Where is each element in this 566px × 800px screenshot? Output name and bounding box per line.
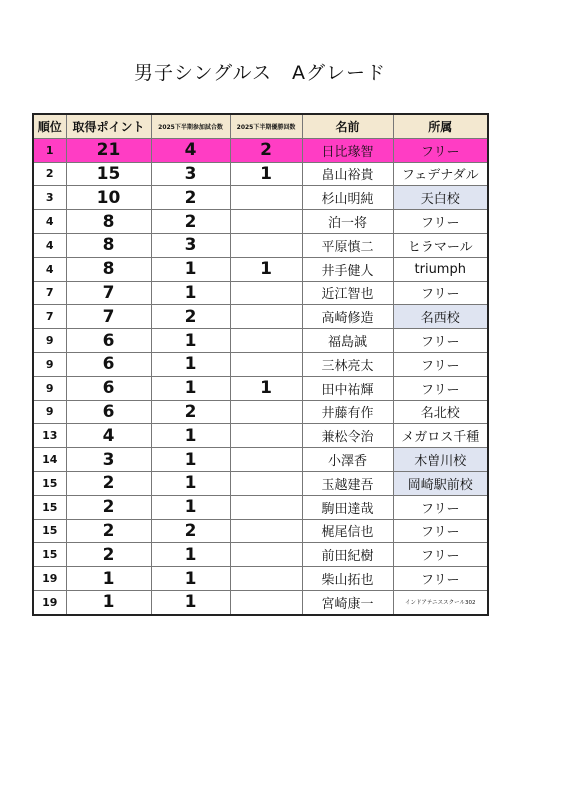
table-row [33,567,488,591]
points-cell: 6 [66,329,151,353]
name-cell: 杉山明純 [302,186,393,210]
header-affiliation: 所属 [393,114,488,138]
name-cell: 三林亮太 [302,352,393,376]
rank-cell: 4 [33,257,66,281]
games-cell: 1 [151,329,230,353]
wins-cell: 1 [230,257,302,281]
points-cell: 1 [66,590,151,614]
table-row [33,376,488,400]
wins-cell [230,305,302,329]
header-games: 2025下半期参加試合数 [151,114,230,138]
table-row [33,400,488,424]
header-rank: 順位 [33,114,66,138]
table-row [33,424,488,448]
points-cell: 8 [66,257,151,281]
affiliation-cell: 名北校 [393,400,488,424]
ranking-body [33,138,488,614]
name-cell: 柴山拓也 [302,567,393,591]
rank-cell: 15 [33,543,66,567]
header-points: 取得ポイント [66,114,151,138]
affiliation-cell: フリー [393,210,488,234]
affiliation-cell: インドアテニススクール302 [393,590,488,614]
header-name: 名前 [302,114,393,138]
games-cell: 1 [151,448,230,472]
affiliation-cell: フェデナダル [393,162,488,186]
points-cell: 2 [66,471,151,495]
name-cell: 前田紀樹 [302,543,393,567]
table-row [33,590,488,614]
games-cell: 2 [151,210,230,234]
name-cell: 日比瑑智 [302,138,393,162]
rank-cell: 7 [33,305,66,329]
rank-cell: 15 [33,495,66,519]
table-row [33,329,488,353]
points-cell: 21 [66,138,151,162]
points-cell: 15 [66,162,151,186]
games-cell: 1 [151,376,230,400]
points-cell: 10 [66,186,151,210]
points-cell: 8 [66,210,151,234]
ranking-table [32,113,489,616]
name-cell: 井手健人 [302,257,393,281]
games-cell: 1 [151,590,230,614]
rank-cell: 15 [33,471,66,495]
rank-cell: 19 [33,567,66,591]
wins-cell [230,424,302,448]
wins-cell [230,471,302,495]
games-cell: 1 [151,281,230,305]
name-cell: 梶尾信也 [302,519,393,543]
affiliation-cell: フリー [393,329,488,353]
table-row [33,281,488,305]
games-cell: 1 [151,471,230,495]
table-row [33,233,488,257]
affiliation-cell: ヒラマール [393,233,488,257]
games-cell: 1 [151,424,230,448]
table-row [33,210,488,234]
name-cell: 駒田達哉 [302,495,393,519]
name-cell: 玉越建吾 [302,471,393,495]
wins-cell [230,567,302,591]
table-row [33,495,488,519]
games-cell: 3 [151,162,230,186]
affiliation-cell: フリー [393,543,488,567]
rank-cell: 9 [33,376,66,400]
games-cell: 3 [151,233,230,257]
rank-cell: 2 [33,162,66,186]
points-cell: 3 [66,448,151,472]
wins-cell [230,495,302,519]
affiliation-cell: 名西校 [393,305,488,329]
header-row [33,114,488,138]
points-cell: 2 [66,543,151,567]
table-row [33,257,488,281]
games-cell: 2 [151,519,230,543]
table-row [33,138,488,162]
games-cell: 1 [151,543,230,567]
table-row [33,448,488,472]
rank-cell: 14 [33,448,66,472]
affiliation-cell: triumph [393,257,488,281]
name-cell: 小澤香 [302,448,393,472]
affiliation-cell: フリー [393,352,488,376]
affiliation-cell: フリー [393,567,488,591]
wins-cell [230,186,302,210]
wins-cell [230,281,302,305]
table-row [33,305,488,329]
games-cell: 2 [151,305,230,329]
affiliation-cell: 天白校 [393,186,488,210]
wins-cell: 2 [230,138,302,162]
table-row [33,186,488,210]
wins-cell [230,543,302,567]
page-title: 男子シングルス Aグレード [133,62,386,84]
affiliation-cell: 岡崎駅前校 [393,471,488,495]
rank-cell: 15 [33,519,66,543]
games-cell: 1 [151,257,230,281]
wins-cell: 1 [230,376,302,400]
header-wins: 2025下半期優勝回数 [230,114,302,138]
wins-cell [230,233,302,257]
table-row [33,543,488,567]
name-cell: 近江智也 [302,281,393,305]
name-cell: 福島誠 [302,329,393,353]
wins-cell: 1 [230,162,302,186]
wins-cell [230,448,302,472]
affiliation-cell: フリー [393,281,488,305]
rank-cell: 4 [33,233,66,257]
wins-cell [230,400,302,424]
rank-cell: 9 [33,352,66,376]
name-cell: 平原慎二 [302,233,393,257]
rank-cell: 9 [33,400,66,424]
table-row [33,162,488,186]
wins-cell [230,519,302,543]
games-cell: 2 [151,400,230,424]
games-cell: 1 [151,495,230,519]
name-cell: 兼松令治 [302,424,393,448]
affiliation-cell: フリー [393,519,488,543]
points-cell: 2 [66,495,151,519]
games-cell: 2 [151,186,230,210]
points-cell: 4 [66,424,151,448]
games-cell: 4 [151,138,230,162]
rank-cell: 13 [33,424,66,448]
rank-cell: 19 [33,590,66,614]
games-cell: 1 [151,567,230,591]
affiliation-cell: 木曽川校 [393,448,488,472]
name-cell: 田中祐輝 [302,376,393,400]
table-row [33,519,488,543]
affiliation-cell: フリー [393,495,488,519]
name-cell: 井藤有作 [302,400,393,424]
name-cell: 畠山裕貴 [302,162,393,186]
affiliation-cell: フリー [393,138,488,162]
affiliation-cell: フリー [393,376,488,400]
rank-cell: 1 [33,138,66,162]
games-cell: 1 [151,352,230,376]
points-cell: 7 [66,281,151,305]
wins-cell [230,590,302,614]
name-cell: 泊一将 [302,210,393,234]
points-cell: 7 [66,305,151,329]
table-row [33,471,488,495]
affiliation-cell: メガロス千種 [393,424,488,448]
rank-cell: 3 [33,186,66,210]
points-cell: 8 [66,233,151,257]
table-row [33,352,488,376]
rank-cell: 7 [33,281,66,305]
name-cell: 宮崎康一 [302,590,393,614]
rank-cell: 4 [33,210,66,234]
wins-cell [230,210,302,234]
name-cell: 高崎修造 [302,305,393,329]
points-cell: 1 [66,567,151,591]
wins-cell [230,329,302,353]
points-cell: 2 [66,519,151,543]
points-cell: 6 [66,352,151,376]
points-cell: 6 [66,376,151,400]
wins-cell [230,352,302,376]
rank-cell: 9 [33,329,66,353]
points-cell: 6 [66,400,151,424]
